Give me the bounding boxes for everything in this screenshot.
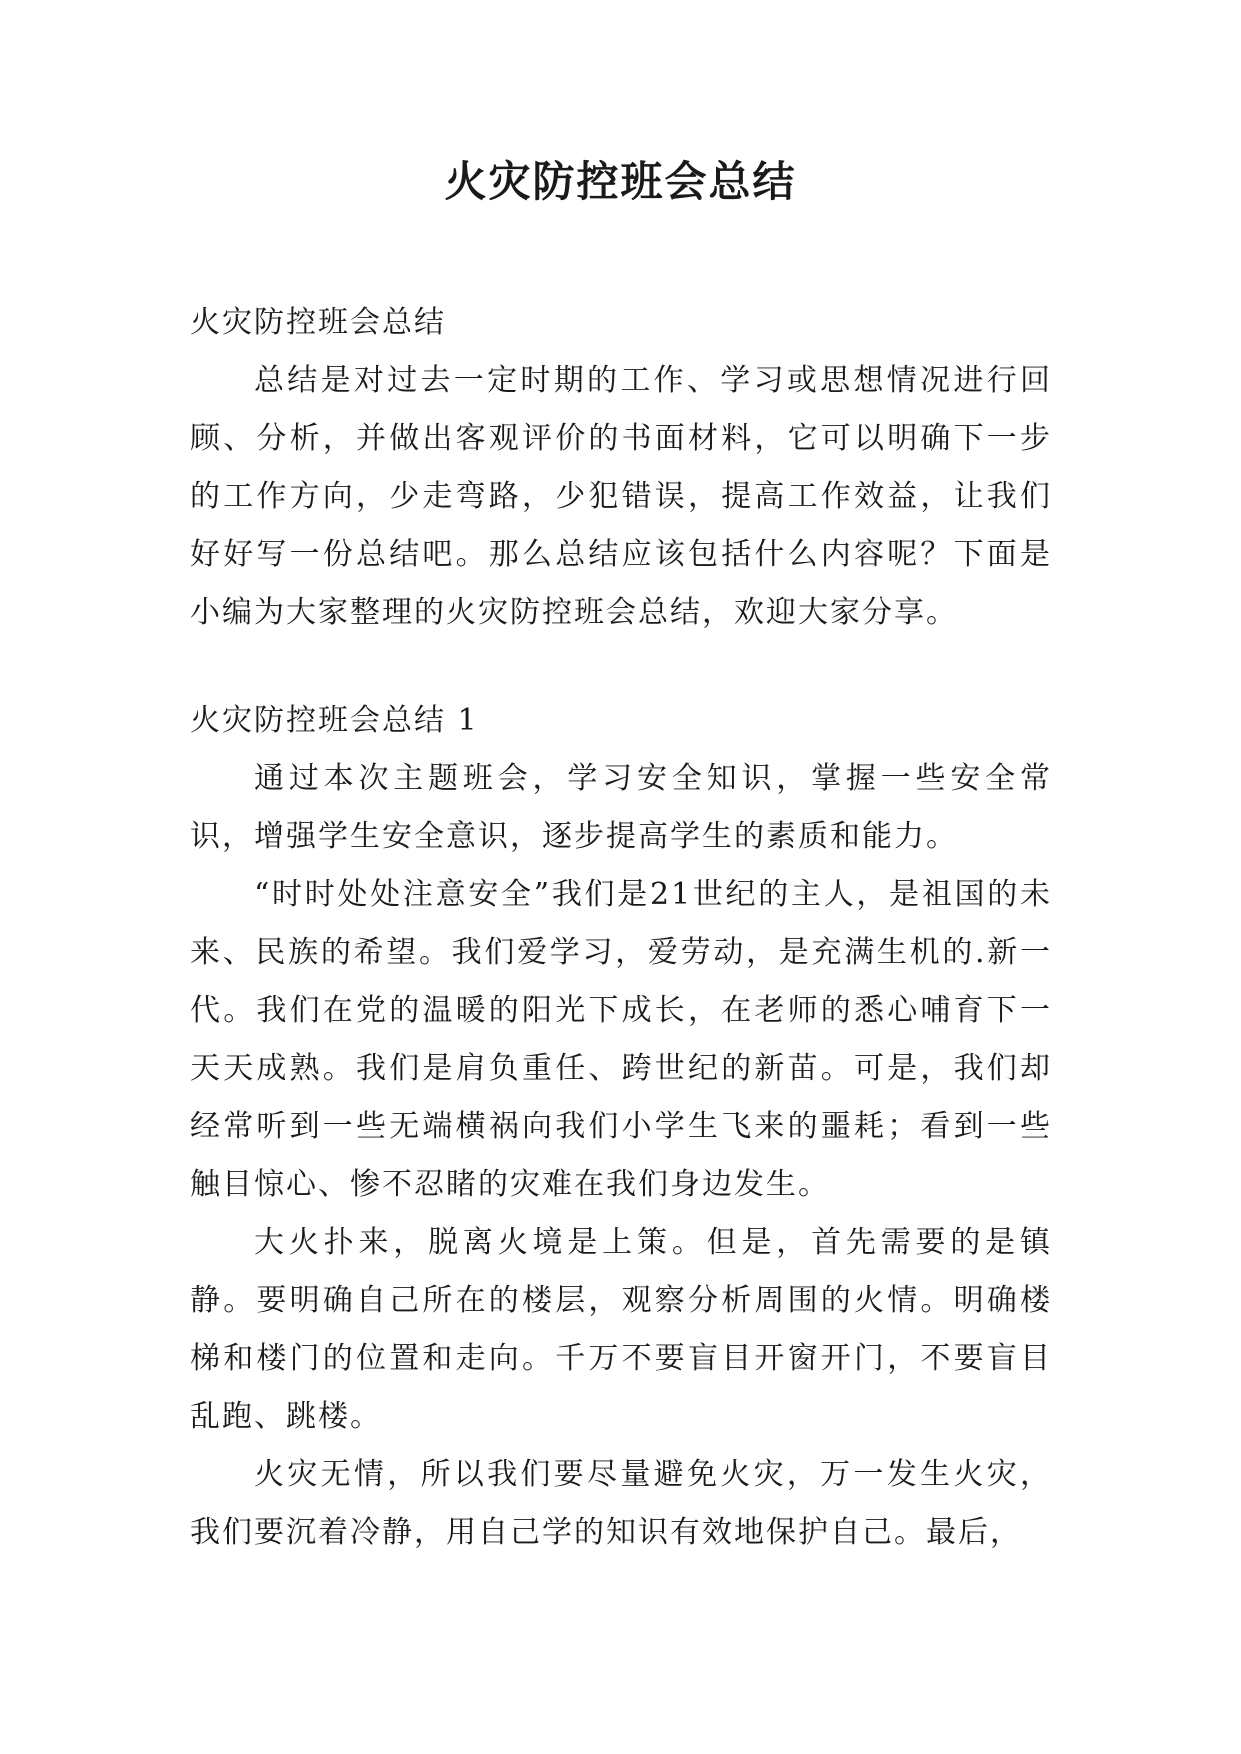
section-1-paragraph-2: “时时处处注意安全”我们是21世纪的主人，是祖国的未来、民族的希望。我们爱学习，爱劳动，是充满生机的.新一代。我们在党的温暖的阳光下成长，在老师的悉心哺育下一天天成熟。我们是肩负重任、跨世纪的新苗。可是，我们却经常听到一些无端横祸向我们小学生飞来的噩耗；看到一些触目惊心、惨不忍睹的灾难在我们身边发生。 [190, 877, 1052, 1202]
document-title: 火灾防控班会总结 [444, 157, 797, 206]
section-1-paragraph-4: 火灾无情，所以我们要尽量避免火灾，万一发生火灾，我们要沉着冷静，用自己学的知识有效地保护自己。最后， [190, 1457, 1052, 1550]
document-body [190, 294, 1052, 1562]
intro-heading: 火灾防控班会总结 [190, 305, 446, 340]
intro-paragraph: 总结是对过去一定时期的工作、学习或思想情况进行回顾、分析，并做出客观评价的书面材料，它可以明确下一步的工作方向，少走弯路，少犯错误，提高工作效益，让我们好好写一份总结吧。那么总结应该包括什么内容呢？下面是小编为大家整理的火灾防控班会总结，欢迎大家分享。 [190, 363, 1052, 630]
section-1-heading: 火灾防控班会总结 1 [190, 703, 479, 738]
section-spacer [190, 642, 1052, 692]
section-1-paragraph-3: 大火扑来，脱离火境是上策。但是，首先需要的是镇静。要明确自己所在的楼层，观察分析周围的火情。明确楼梯和楼门的位置和走向。千万不要盲目开窗开门，不要盲目乱跑、跳楼。 [190, 1225, 1052, 1434]
section-1-paragraph-1: 通过本次主题班会，学习安全知识，掌握一些安全常识，增强学生安全意识，逐步提高学生的素质和能力。 [190, 761, 1052, 854]
